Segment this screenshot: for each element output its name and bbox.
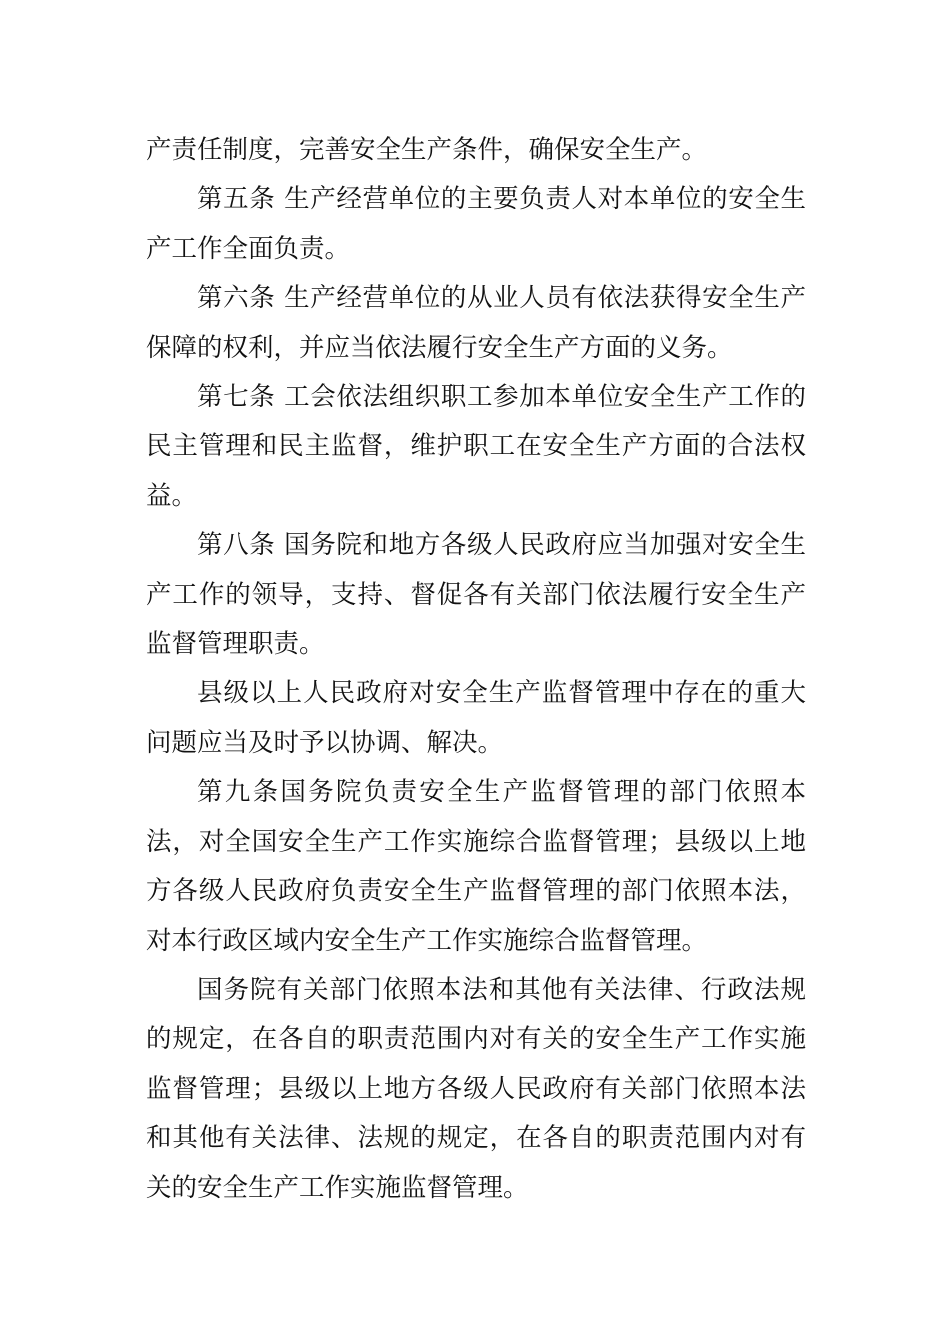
paragraph-continuation: 产责任制度，完善安全生产条件，确保安全生产。 [146,135,708,165]
paragraph-article-5: 第五条 生产经营单位的主要负责人对本单位的安全生产工作全面负责。 [146,184,806,264]
paragraph-article-8-clause-2: 县级以上人民政府对安全生产监督管理中存在的重大问题应当及时予以协调、解决。 [146,678,806,758]
paragraph-article-8: 第八条 国务院和地方各级人民政府应当加强对安全生产工作的领导，支持、督促各有关部门依法履行安全生产监督管理职责。 [146,530,806,660]
paragraph-article-9: 第九条国务院负责安全生产监督管理的部门依照本法，对全国安全生产工作实施综合监督管理；县级以上地方各级人民政府负责安全生产监督管理的部门依照本法，对本行政区域内安全生产工作实施综合监督管理。 [146,777,806,956]
document-body [146,126,806,1213]
paragraph-article-9-clause-2: 国务院有关部门依照本法和其他有关法律、行政法规的规定，在各自的职责范围内对有关的安全生产工作实施监督管理；县级以上地方各级人民政府有关部门依照本法和其他有关法律、法规的规定，在各自的职责范围内对有关的安全生产工作实施监督管理。 [146,974,806,1203]
paragraph-article-7: 第七条 工会依法组织职工参加本单位安全生产工作的民主管理和民主监督，维护职工在安全生产方面的合法权益。 [146,382,806,511]
paragraph-article-6: 第六条 生产经营单位的从业人员有依法获得安全生产保障的权利，并应当依法履行安全生产方面的义务。 [146,283,806,363]
